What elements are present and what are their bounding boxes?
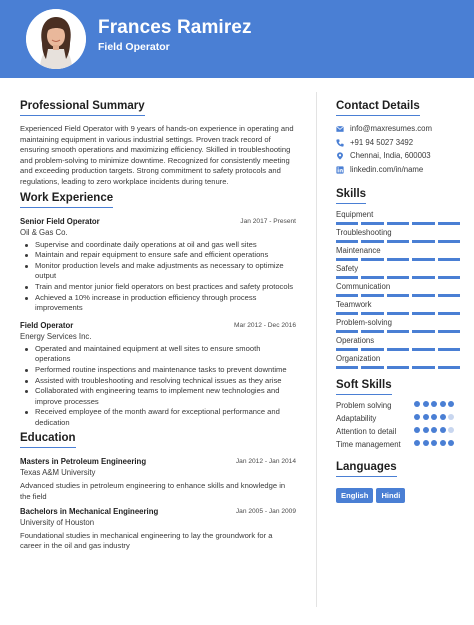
skill-level-bar (336, 312, 460, 315)
soft-skill-label: Problem solving (336, 401, 392, 410)
rating-dot (414, 427, 420, 433)
main-column (20, 96, 296, 552)
rating-dot (448, 427, 454, 433)
skill-level-segment (361, 294, 383, 297)
skill-level-segment (412, 222, 434, 225)
soft-skill-item (336, 427, 460, 437)
soft-skill-rating (414, 440, 454, 446)
rating-dot (414, 414, 420, 420)
candidate-title: Field Operator (98, 41, 170, 53)
skill-item (336, 282, 460, 297)
skill-level-segment (412, 240, 434, 243)
job-dates: Mar 2012 - Dec 2016 (234, 321, 296, 329)
skill-level-segment (387, 312, 409, 315)
skill-level-segment (438, 240, 460, 243)
languages-heading: Languages (336, 461, 397, 477)
rating-dot (440, 427, 446, 433)
phone-icon (336, 139, 344, 147)
skill-level-segment (336, 366, 358, 369)
skill-label: Problem-solving (336, 318, 392, 327)
skill-level-bar (336, 294, 460, 297)
skill-level-segment (361, 276, 383, 279)
column-divider (316, 92, 317, 607)
rating-dot (423, 427, 429, 433)
education-dates: Jan 2012 - Jan 2014 (235, 458, 296, 466)
skill-level-segment (336, 258, 358, 261)
list-item: Assisted with troubleshooting and resolving technical issues as they arise (20, 376, 296, 387)
skill-item (336, 228, 460, 243)
contact-text: Chennai, India, 600003 (350, 151, 431, 160)
soft-skill-label: Time management (336, 440, 401, 449)
list-item: Performed routine inspections and maintenance tasks to prevent downtime (20, 365, 296, 376)
contact-email[interactable] (336, 122, 460, 136)
rating-dot (423, 440, 429, 446)
rating-dot (431, 401, 437, 407)
job-entry (20, 217, 296, 314)
skill-level-segment (438, 276, 460, 279)
rating-dot (440, 401, 446, 407)
skill-level-segment (361, 222, 383, 225)
skill-item (336, 354, 460, 369)
contact-text: +91 94 5027 3492 (350, 137, 414, 147)
skill-level-segment (438, 330, 460, 333)
avatar (26, 9, 86, 69)
rating-dot (440, 440, 446, 446)
contact-location (336, 149, 460, 163)
job-company: Energy Services Inc. (20, 331, 92, 341)
experience-heading: Work Experience (20, 192, 113, 208)
skill-level-segment (438, 222, 460, 225)
language-tag: English (336, 488, 373, 503)
soft-skill-label: Attention to detail (336, 427, 397, 436)
rating-dot (440, 414, 446, 420)
rating-dot (423, 401, 429, 407)
language-tag: Hindi (376, 488, 405, 503)
contact-list (336, 122, 460, 176)
list-item: Achieved a 10% increase in production efficiency through process improvements (20, 293, 296, 314)
skill-level-segment (361, 366, 383, 369)
degree-title: Masters in Petroleum Engineering (20, 457, 147, 467)
skill-level-segment (412, 276, 434, 279)
education-text: Foundational studies in mechanical engineering to lay the groundwork for a career in the oil and gas industry (20, 530, 273, 551)
job-company: Oil & Gas Co. (20, 227, 68, 237)
job-title: Senior Field Operator (20, 216, 100, 226)
skill-level-segment (361, 240, 383, 243)
skill-level-segment (387, 330, 409, 333)
education-entry (20, 507, 296, 552)
skill-level-bar (336, 222, 460, 225)
rating-dot (431, 440, 437, 446)
skill-level-bar (336, 366, 460, 369)
list-item: Supervise and coordinate daily operations at oil and gas well sites (20, 240, 296, 251)
contact-text: info@maxresumes.com (350, 124, 433, 133)
list-item: Operated and maintained equipment at well sites to ensure smooth operations (20, 344, 296, 365)
languages-list (336, 485, 460, 503)
skill-level-segment (438, 366, 460, 369)
skill-label: Teamwork (336, 300, 372, 309)
location-pin-icon (336, 152, 344, 160)
skill-level-segment (412, 330, 434, 333)
skill-level-bar (336, 258, 460, 261)
linkedin-icon (336, 166, 344, 174)
list-item: Received employee of the month award for exceptional performance and dedication (20, 407, 296, 428)
skill-level-segment (336, 294, 358, 297)
job-bullets (20, 240, 296, 314)
skill-item (336, 318, 460, 333)
skill-label: Operations (336, 336, 375, 345)
skill-level-segment (387, 294, 409, 297)
skill-level-segment (412, 348, 434, 351)
school-name: Texas A&M University (20, 468, 96, 478)
skill-level-segment (438, 312, 460, 315)
skill-level-segment (387, 366, 409, 369)
skill-level-segment (361, 258, 383, 261)
rating-dot (414, 401, 420, 407)
soft-skills-list (336, 401, 460, 450)
education-heading: Education (20, 432, 76, 448)
soft-skill-rating (414, 414, 454, 420)
skill-level-bar (336, 348, 460, 351)
skill-label: Maintenance (336, 246, 381, 255)
soft-skills-heading: Soft Skills (336, 379, 392, 395)
skill-item (336, 210, 460, 225)
rating-dot (448, 414, 454, 420)
rating-dot (414, 440, 420, 446)
skill-level-bar (336, 240, 460, 243)
skill-level-segment (336, 276, 358, 279)
skill-item (336, 246, 460, 261)
skill-item (336, 300, 460, 315)
skill-item (336, 336, 460, 351)
skill-level-segment (412, 312, 434, 315)
profile-photo (26, 9, 86, 69)
skill-level-segment (336, 240, 358, 243)
skill-level-segment (336, 348, 358, 351)
job-dates: Jan 2017 - Present (240, 217, 296, 225)
envelope-icon (336, 125, 344, 133)
skill-label: Troubleshooting (336, 228, 392, 237)
soft-skill-label: Adaptability (336, 414, 377, 423)
skill-level-segment (387, 276, 409, 279)
skill-level-segment (438, 348, 460, 351)
rating-dot (448, 401, 454, 407)
skill-level-bar (336, 330, 460, 333)
skill-level-segment (336, 330, 358, 333)
contact-heading: Contact Details (336, 100, 420, 116)
contact-text: linkedin.com/in/name (350, 164, 424, 174)
soft-skill-rating (414, 427, 454, 433)
skill-level-segment (361, 330, 383, 333)
skill-level-segment (336, 312, 358, 315)
degree-title: Bachelors in Mechanical Engineering (20, 506, 159, 516)
list-item: Maintain and repair equipment to ensure safe and efficient operations (20, 250, 296, 261)
soft-skill-rating (414, 401, 454, 407)
skill-level-segment (412, 366, 434, 369)
side-column (336, 96, 460, 503)
skill-level-segment (438, 258, 460, 261)
rating-dot (431, 414, 437, 420)
skill-label: Organization (336, 354, 381, 363)
skill-level-segment (412, 258, 434, 261)
summary-text: Experienced Field Operator with 9 years of hands-on experience in operating and maintaining equipment in various industrial settings. Proven track record of ensuring smooth operations and maximizing efficiency. Skilled in troubleshooting and problem-solving to minimize downtime. Recognized for consistently meeting and exceeding production targets. Strong commitment to safety protocols and regulations, leading to zero workplace incidents during tenure. (20, 124, 294, 186)
skill-item (336, 264, 460, 279)
contact-phone[interactable] (336, 136, 460, 150)
candidate-name: Frances Ramirez (98, 17, 252, 38)
job-title: Field Operator (20, 320, 74, 330)
skill-level-segment (387, 240, 409, 243)
skill-label: Safety (336, 264, 359, 273)
education-entry (20, 457, 296, 502)
skill-level-segment (438, 294, 460, 297)
list-item: Collaborated with engineering teams to implement new technologies and improve processes (20, 386, 296, 407)
skill-level-segment (361, 348, 383, 351)
skill-level-segment (361, 312, 383, 315)
skill-level-segment (336, 222, 358, 225)
job-entry (20, 321, 296, 429)
list-item: Train and mentor junior field operators on best practices and safety protocols (20, 282, 296, 293)
soft-skill-item (336, 440, 460, 450)
skill-level-segment (412, 294, 434, 297)
skill-level-segment (387, 348, 409, 351)
soft-skill-item (336, 414, 460, 424)
rating-dot (431, 427, 437, 433)
skill-label: Communication (336, 282, 391, 291)
education-dates: Jan 2005 - Jan 2009 (235, 507, 296, 515)
education-text: Advanced studies in petroleum engineering to enhance skills and knowledge in the field (20, 481, 286, 502)
summary-heading: Professional Summary (20, 100, 145, 116)
soft-skill-item (336, 401, 460, 411)
rating-dot (423, 414, 429, 420)
skills-heading: Skills (336, 188, 366, 204)
rating-dot (448, 440, 454, 446)
school-name: University of Houston (20, 517, 95, 527)
skills-list (336, 210, 460, 369)
skill-level-bar (336, 276, 460, 279)
header-banner (0, 0, 474, 78)
skill-level-segment (387, 258, 409, 261)
contact-linkedin[interactable] (336, 163, 460, 177)
list-item: Monitor production levels and make adjustments as necessary to optimize output (20, 261, 296, 282)
skill-label: Equipment (336, 210, 374, 219)
job-bullets (20, 344, 296, 429)
skill-level-segment (387, 222, 409, 225)
